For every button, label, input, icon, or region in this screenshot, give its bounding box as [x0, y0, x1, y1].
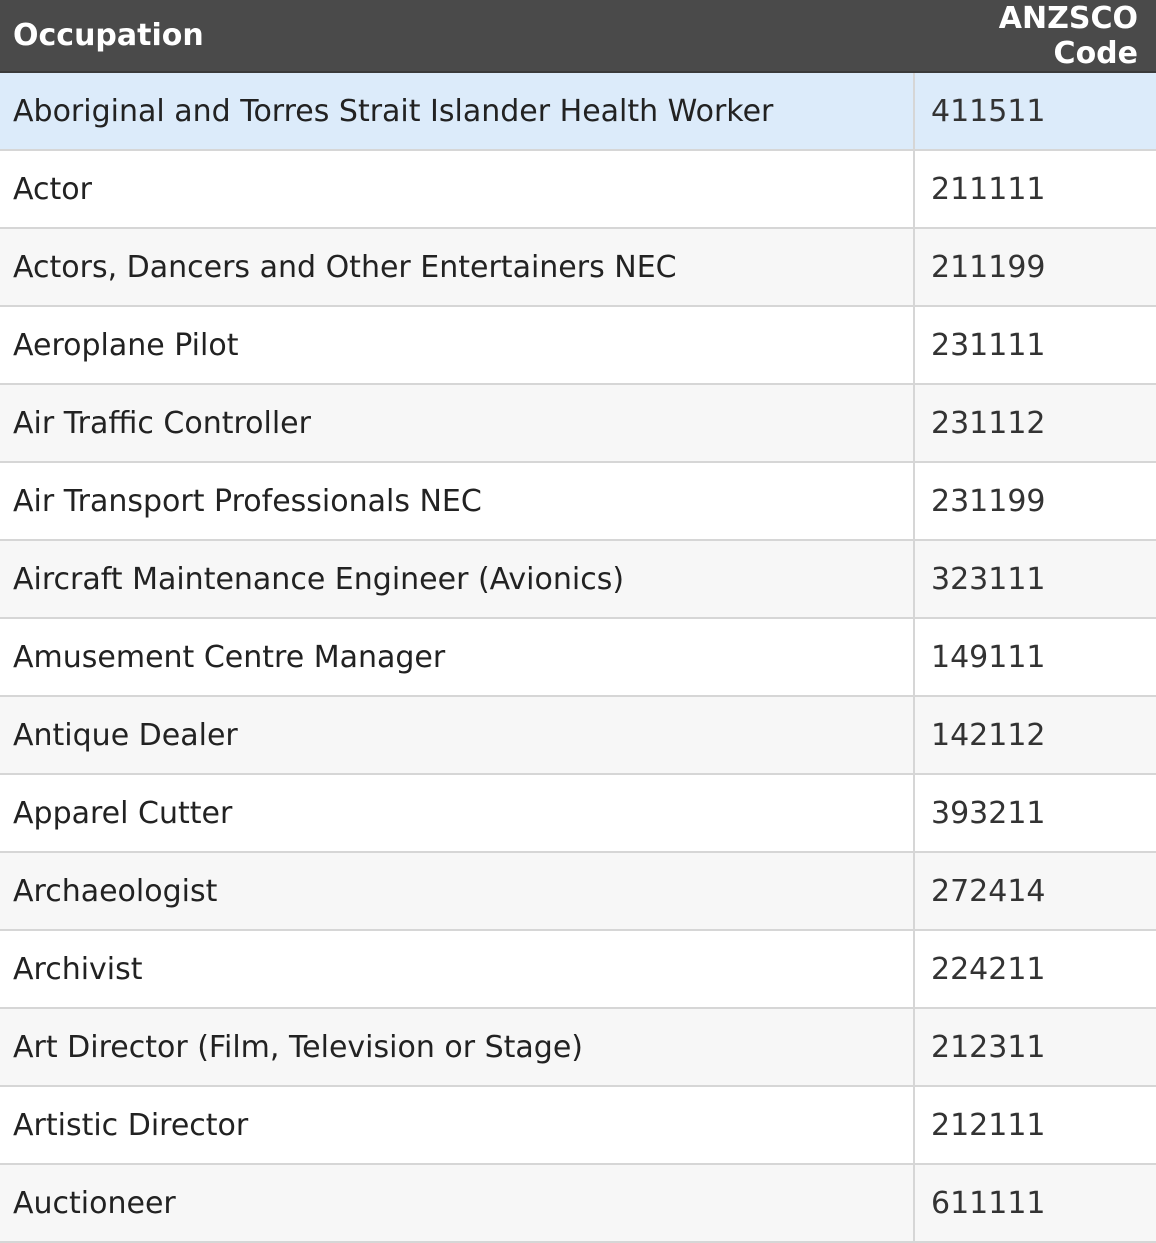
table-row[interactable]	[0, 774, 1156, 852]
table-row[interactable]	[0, 1164, 1156, 1242]
table-row[interactable]	[0, 618, 1156, 696]
occupation-cell: Actor	[0, 150, 914, 228]
occupation-cell: Aeroplane Pilot	[0, 306, 914, 384]
table-row[interactable]	[0, 306, 1156, 384]
table-row[interactable]	[0, 150, 1156, 228]
code-cell: 231111	[914, 306, 1156, 384]
table-row[interactable]	[0, 1008, 1156, 1086]
code-cell: 393211	[914, 774, 1156, 852]
occupation-cell: Aboriginal and Torres Strait Islander Health Worker	[0, 72, 914, 150]
code-cell: 211199	[914, 228, 1156, 306]
occupation-cell: Apparel Cutter	[0, 774, 914, 852]
occupation-cell: Air Traffic Controller	[0, 384, 914, 462]
table-row[interactable]	[0, 1086, 1156, 1164]
code-cell: 611111	[914, 1164, 1156, 1242]
code-cell: 212111	[914, 1086, 1156, 1164]
table-row[interactable]	[0, 696, 1156, 774]
occupation-cell: Archaeologist	[0, 852, 914, 930]
occupation-cell: Artistic Director	[0, 1086, 914, 1164]
code-cell: 212311	[914, 1008, 1156, 1086]
table-row[interactable]	[0, 384, 1156, 462]
code-cell: 149111	[914, 618, 1156, 696]
occupation-cell: Archivist	[0, 930, 914, 1008]
column-header-occupation[interactable]: Occupation	[0, 0, 914, 72]
table-row[interactable]	[0, 72, 1156, 150]
table-row[interactable]	[0, 462, 1156, 540]
code-cell: 411511	[914, 72, 1156, 150]
code-cell: 224211	[914, 930, 1156, 1008]
column-header-anzsco-code[interactable]: ANZSCO Code	[914, 0, 1156, 72]
occupation-cell: Air Transport Professionals NEC	[0, 462, 914, 540]
code-cell: 231199	[914, 462, 1156, 540]
occupation-cell: Art Director (Film, Television or Stage)	[0, 1008, 914, 1086]
code-cell: 142112	[914, 696, 1156, 774]
occupation-cell: Auctioneer	[0, 1164, 914, 1242]
code-cell: 272414	[914, 852, 1156, 930]
table-row[interactable]	[0, 852, 1156, 930]
code-cell: 211111	[914, 150, 1156, 228]
code-cell: 323111	[914, 540, 1156, 618]
table-header-row	[0, 0, 1156, 72]
table-row[interactable]	[0, 540, 1156, 618]
table-row[interactable]	[0, 930, 1156, 1008]
code-cell: 231112	[914, 384, 1156, 462]
occupation-cell: Actors, Dancers and Other Entertainers NEC	[0, 228, 914, 306]
table-row[interactable]	[0, 228, 1156, 306]
occupation-cell: Antique Dealer	[0, 696, 914, 774]
occupation-cell: Amusement Centre Manager	[0, 618, 914, 696]
occupation-cell: Aircraft Maintenance Engineer (Avionics)	[0, 540, 914, 618]
